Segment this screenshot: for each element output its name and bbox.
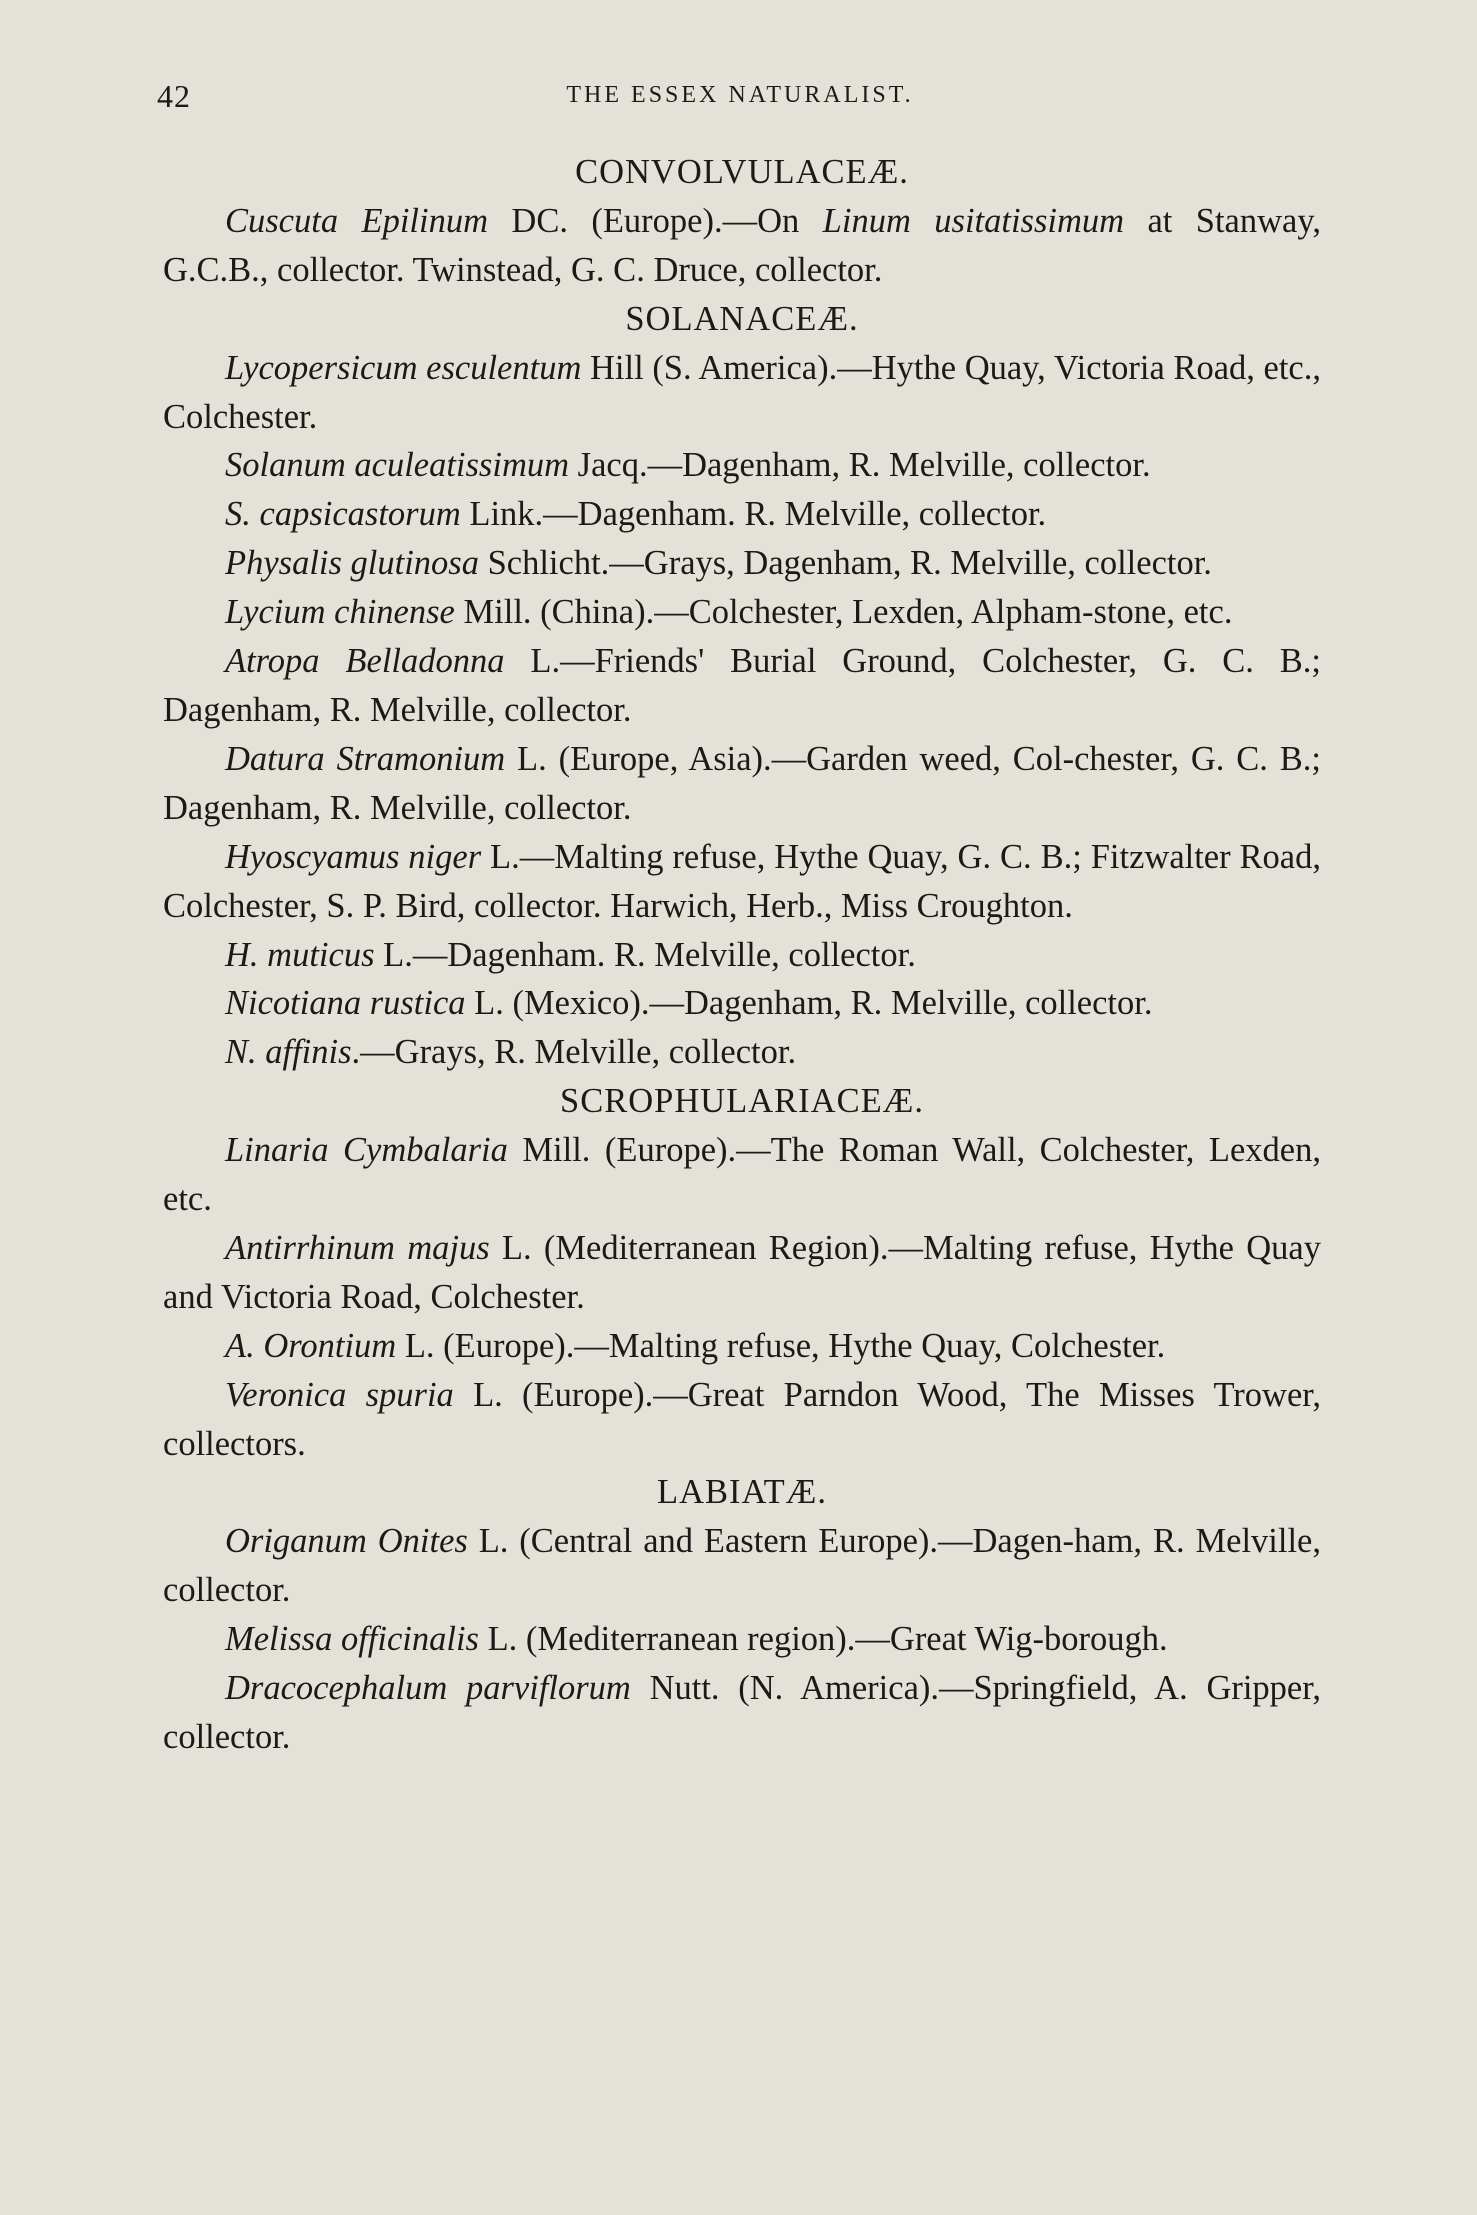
entry-text: DC. (Europe).—On [488,201,823,240]
section-title: LABIATÆ. [657,1473,827,1512]
page-number: 42 [157,78,191,114]
taxon-name: Linaria Cymbalaria [225,1131,508,1170]
entry-text: L. (Mediterranean region).—Great Wig-borough. [478,1620,1168,1659]
taxon-name: Physalis glutinosa [225,544,479,583]
taxon-name: Dracocephalum parviflorum [225,1669,631,1708]
taxon-name: Linum usitatissimum [822,201,1125,240]
taxon-name: Datura Stramonium [225,739,506,778]
taxon-name: A. Orontium [225,1326,397,1365]
entry-text: L. (Central and Eastern Europe).—Dagen-ham, R. Melville, collector. [163,1522,1321,1610]
species-entry [163,979,1321,1028]
section-title: SCROPHULARIACEÆ. [560,1082,924,1121]
species-entry [163,344,1321,442]
entry-text: L.—Dagenham. R. Melville, collector. [374,935,916,974]
entry-text: L. (Europe).—Great Parndon Wood, The Misses Trower, collectors. [163,1375,1322,1463]
entry-text: L. (Mediterranean Region).—Malting refuse, Hythe Quay and Victoria Road, Colchester. [163,1228,1321,1316]
taxon-name: Atropa Belladonna [225,642,505,681]
entry-text: L.—Malting refuse, Hythe Quay, G. C. B.; Fitzwalter Road, Colchester, S. P. Bird, collector. Harwich, Herb., Miss Croughton. [163,837,1321,925]
section-title: CONVOLVULACEÆ. [575,153,909,191]
species-entry [163,735,1321,833]
entry-text: Link.—Dagenham. R. Melville, collector. [460,495,1047,534]
species-entry [163,1371,1321,1469]
entry-text: Nutt. (N. America).—Springfield, A. Gripper, collector. [163,1669,1321,1756]
species-entry [163,539,1321,588]
entry-text: Mill. (Europe).—The Roman Wall, Colchester, Lexden, etc. [163,1131,1321,1219]
species-entry [163,1224,1321,1322]
species-entry [163,490,1321,539]
taxon-name: Cuscuta Epilinum [225,201,488,240]
entry-text: .—Grays, R. Melville, collector. [351,1033,797,1072]
species-entry [163,197,1321,295]
species-entry [163,588,1321,637]
taxon-name: S. capsicastorum [225,495,461,534]
species-entry [163,441,1321,490]
page-body [163,148,1321,1762]
taxon-name: Antirrhinum majus [225,1228,490,1267]
entry-text: Schlicht.—Grays, Dagenham, R. Melville, collector. [478,544,1212,583]
entry-text: L.—Friends' Burial Ground, Colchester, G. C. B.; Dagenham, R. Melville, collector. [163,642,1321,729]
taxon-name: Melissa officinalis [225,1620,479,1659]
entry-text: L. (Europe).—Malting refuse, Hythe Quay, Colchester. [396,1326,1166,1365]
species-entry [163,833,1321,931]
taxon-name: Nicotiana rustica [225,984,466,1023]
entry-text: Mill. (China).—Colchester, Lexden, Alpham-stone, etc. [454,593,1233,632]
taxon-name: Solanum aculeatissimum [225,446,570,485]
page-header [157,78,1323,128]
taxon-name: Veronica spuria [225,1375,454,1414]
species-entry [163,1517,1321,1615]
taxon-name: Lycium chinense [225,593,455,632]
species-entry [163,1664,1321,1762]
species-entry [163,1028,1321,1077]
species-entry [163,1615,1321,1664]
running-head: THE ESSEX NATURALIST. [566,82,914,108]
taxon-name: N. affinis [225,1033,352,1072]
taxon-name: H. muticus [225,935,375,974]
taxon-name: Lycopersicum esculentum [225,348,582,387]
taxon-name: Origanum Onites [225,1522,468,1561]
species-entry [163,1126,1321,1224]
entry-text: at Stanway, G.C.B., collector. Twinstead, G. C. Druce, collector. [163,201,1321,289]
species-entry [163,1322,1321,1371]
species-entry [163,931,1321,980]
entry-text: Jacq.—Dagenham, R. Melville, collector. [569,446,1151,485]
entry-text: Hill (S. America).—Hythe Quay, Victoria Road, etc., Colchester. [163,348,1321,436]
entry-text: L. (Mexico).—Dagenham, R. Melville, collector. [465,984,1153,1023]
entry-text: L. (Europe, Asia).—Garden weed, Col-chester, G. C. B.; Dagenham, R. Melville, collector. [163,739,1321,827]
taxon-name: Hyoscyamus niger [225,837,482,876]
species-entry [163,637,1321,735]
section-title: SOLANACEÆ. [625,299,859,338]
